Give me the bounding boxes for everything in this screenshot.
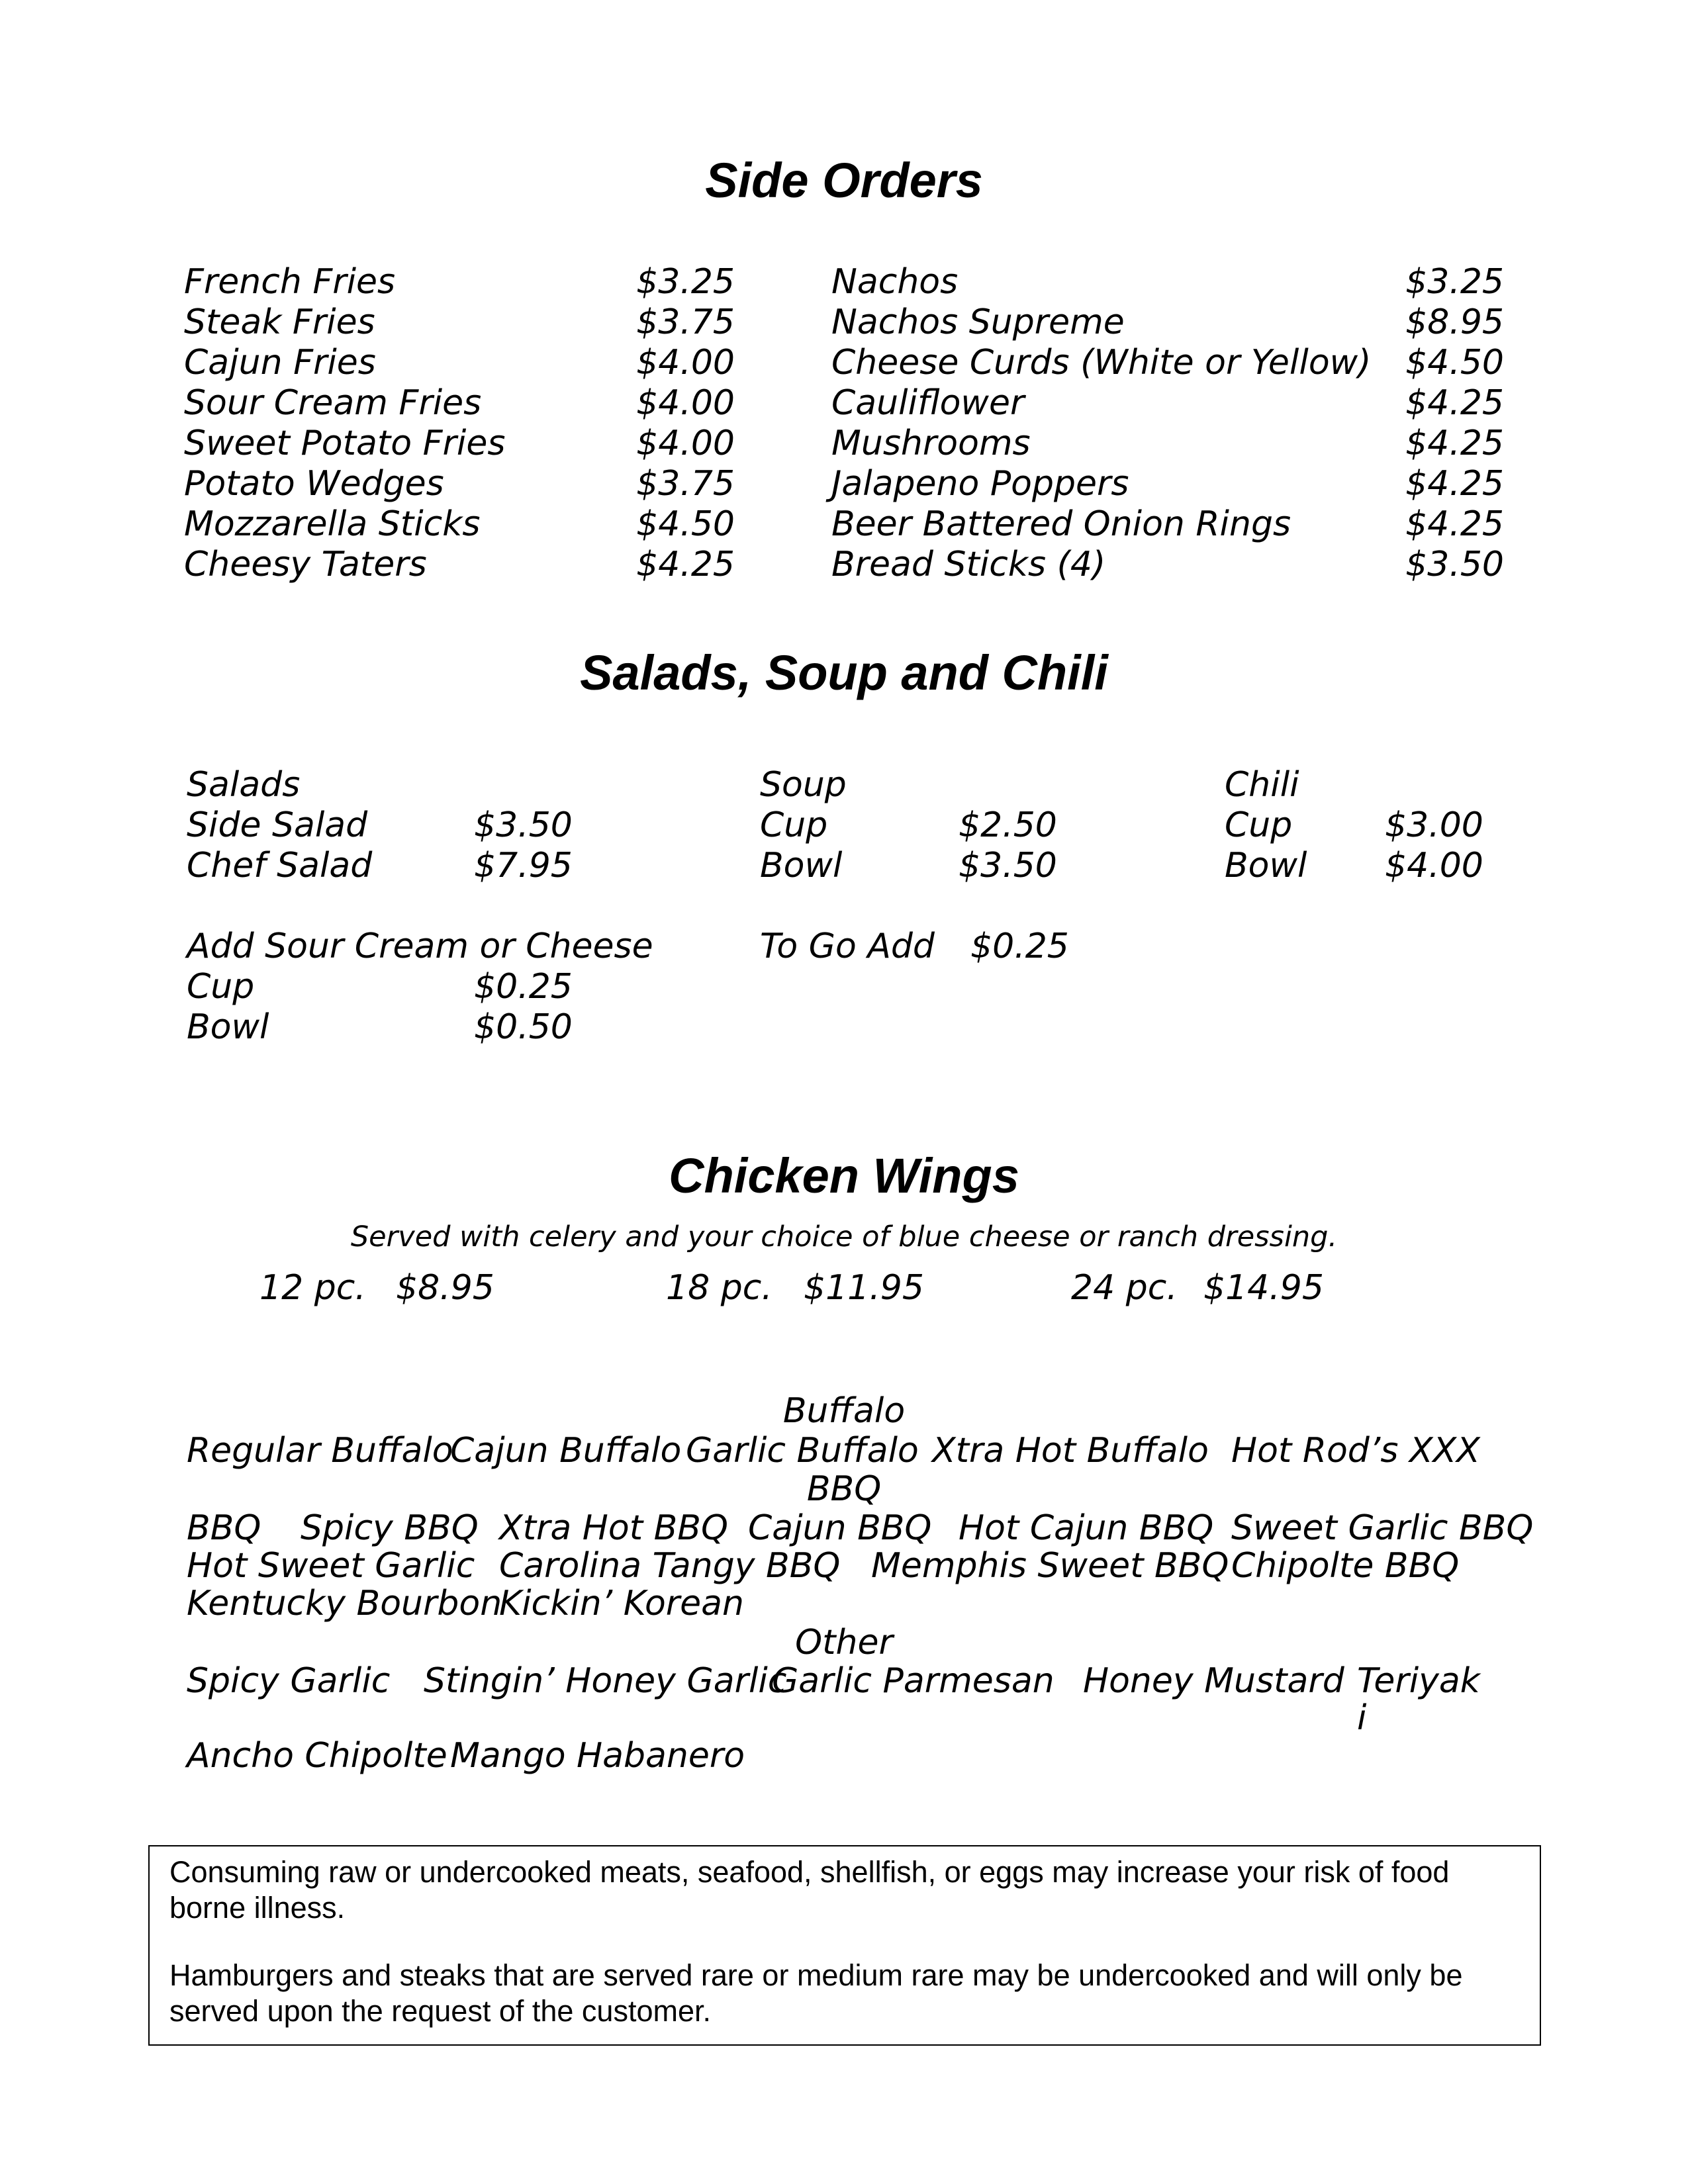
flavor-item: Teriyak xyxy=(1357,1661,1480,1701)
notice-paragraph: Hamburgers and steaks that are served rare or medium rare may be undercooked and will only be served upon the request of the customer. xyxy=(169,1958,1463,2028)
chili-heading: Chili xyxy=(1225,765,1299,805)
side-item-name: Beer Battered Onion Rings xyxy=(831,504,1291,544)
flavor-item: Spicy Garlic xyxy=(187,1661,391,1701)
side-item-name: Cheese Curds (White or Yellow) xyxy=(831,343,1372,383)
addon-item-price: $0.25 xyxy=(474,967,573,1007)
wing-size-price: $8.95 xyxy=(396,1268,494,1308)
flavor-item: Stingin’ Honey Garlic xyxy=(424,1661,787,1701)
soup-heading: Soup xyxy=(760,765,847,805)
soup-item-name: Cup xyxy=(760,805,828,845)
addon-item-name: Cup xyxy=(187,967,255,1007)
flavor-item: Cajun BBQ xyxy=(748,1508,932,1548)
salads-heading: Salads xyxy=(187,765,301,805)
salad-item-name: Side Salad xyxy=(187,805,368,845)
chili-item-price: $4.00 xyxy=(1385,846,1483,886)
wing-size-price: $14.95 xyxy=(1203,1268,1324,1308)
soup-item-name: Bowl xyxy=(760,846,843,886)
flavor-item: Xtra Hot BBQ xyxy=(499,1508,728,1548)
side-item-name: Sour Cream Fries xyxy=(184,383,482,423)
to-go-price: $0.25 xyxy=(970,927,1069,966)
salad-item-price: $3.50 xyxy=(474,805,573,845)
chili-item-name: Cup xyxy=(1225,805,1293,845)
side-item-name: Jalapeno Poppers xyxy=(831,464,1129,504)
side-item-price: $4.25 xyxy=(1405,383,1504,423)
addon-heading: Add Sour Cream or Cheese xyxy=(187,927,653,966)
side-item-price: $4.00 xyxy=(636,383,735,423)
side-item-price: $4.00 xyxy=(636,424,735,463)
side-item-price: $3.75 xyxy=(636,464,735,504)
side-item-name: French Fries xyxy=(184,262,396,302)
flavor-item: Spicy BBQ xyxy=(301,1508,479,1548)
side-item-name: Steak Fries xyxy=(184,302,375,342)
chili-item-name: Bowl xyxy=(1225,846,1307,886)
flavor-item: Garlic Buffalo xyxy=(686,1431,919,1471)
side-item-name: Sweet Potato Fries xyxy=(184,424,506,463)
other-heading: Other xyxy=(795,1623,893,1662)
side-item-price: $4.50 xyxy=(1405,343,1504,383)
wings-subtitle: Served with celery and your choice of blue cheese or ranch dressing. xyxy=(350,1220,1338,1253)
side-item-price: $4.50 xyxy=(636,504,735,544)
side-item-price: $3.25 xyxy=(1405,262,1504,302)
side-item-price: $4.25 xyxy=(1405,504,1504,544)
side-item-price: $4.25 xyxy=(1405,424,1504,463)
addon-item-price: $0.50 xyxy=(474,1007,573,1047)
salad-item-price: $7.95 xyxy=(474,846,573,886)
flavor-item: Honey Mustard xyxy=(1083,1661,1344,1701)
side-item-name: Nachos xyxy=(831,262,959,302)
salad-item-name: Chef Salad xyxy=(187,846,373,886)
side-item-price: $8.95 xyxy=(1405,302,1504,342)
soup-item-price: $2.50 xyxy=(959,805,1057,845)
side-item-price: $4.00 xyxy=(636,343,735,383)
flavor-item: Garlic Parmesan xyxy=(772,1661,1055,1701)
side-item-name: Potato Wedges xyxy=(184,464,444,504)
side-item-price: $3.75 xyxy=(636,302,735,342)
side-item-name: Bread Sticks (4) xyxy=(831,545,1106,584)
side-item-name: Mozzarella Sticks xyxy=(184,504,481,544)
flavor-item: Memphis Sweet BBQ xyxy=(871,1546,1229,1586)
to-go-label: To Go Add xyxy=(760,927,935,966)
flavor-item: Carolina Tangy BBQ xyxy=(499,1546,841,1586)
chili-item-price: $3.00 xyxy=(1385,805,1483,845)
addon-item-name: Bowl xyxy=(187,1007,269,1047)
flavor-item: Kickin’ Korean xyxy=(499,1584,744,1623)
flavor-item: i xyxy=(1357,1698,1367,1738)
food-safety-notice xyxy=(148,1845,1541,2046)
flavor-item: Ancho Chipolte xyxy=(187,1736,447,1776)
flavor-item: Hot Cajun BBQ xyxy=(959,1508,1214,1548)
side-item-name: Cajun Fries xyxy=(184,343,376,383)
notice-paragraph: Consuming raw or undercooked meats, seafood, shellfish, or eggs may increase your risk of food borne illness. xyxy=(169,1855,1450,1925)
side-item-name: Mushrooms xyxy=(831,424,1031,463)
side-item-price: $3.50 xyxy=(1405,545,1504,584)
flavor-item: Xtra Hot Buffalo xyxy=(932,1431,1209,1471)
flavor-item: Regular Buffalo xyxy=(187,1431,453,1471)
wing-size-price: $11.95 xyxy=(804,1268,924,1308)
wing-size-count: 18 pc. xyxy=(666,1268,773,1308)
side-item-price: $3.25 xyxy=(636,262,735,302)
flavor-item: Kentucky Bourbon xyxy=(187,1584,502,1623)
wing-size-count: 12 pc. xyxy=(259,1268,366,1308)
wing-size-count: 24 pc. xyxy=(1071,1268,1178,1308)
flavor-item: Mango Habanero xyxy=(450,1736,745,1776)
bbq-heading: BBQ xyxy=(806,1469,882,1509)
side-item-name: Cauliflower xyxy=(831,383,1025,423)
buffalo-heading: Buffalo xyxy=(782,1391,906,1431)
flavor-item: Sweet Garlic BBQ xyxy=(1231,1508,1534,1548)
flavor-item: Chipolte BBQ xyxy=(1231,1546,1460,1586)
soup-item-price: $3.50 xyxy=(959,846,1057,886)
flavor-item: Cajun Buffalo xyxy=(450,1431,682,1471)
flavor-item: BBQ xyxy=(187,1508,261,1548)
flavor-item: Hot Sweet Garlic xyxy=(187,1546,475,1586)
side-orders-title: Side Orders xyxy=(705,153,983,208)
side-item-name: Cheesy Taters xyxy=(184,545,427,584)
side-item-name: Nachos Supreme xyxy=(831,302,1125,342)
flavor-item: Hot Rod’s XXX xyxy=(1231,1431,1480,1471)
side-item-price: $4.25 xyxy=(1405,464,1504,504)
side-item-price: $4.25 xyxy=(636,545,735,584)
wings-title: Chicken Wings xyxy=(669,1148,1019,1203)
salads-section-title: Salads, Soup and Chili xyxy=(580,645,1108,700)
